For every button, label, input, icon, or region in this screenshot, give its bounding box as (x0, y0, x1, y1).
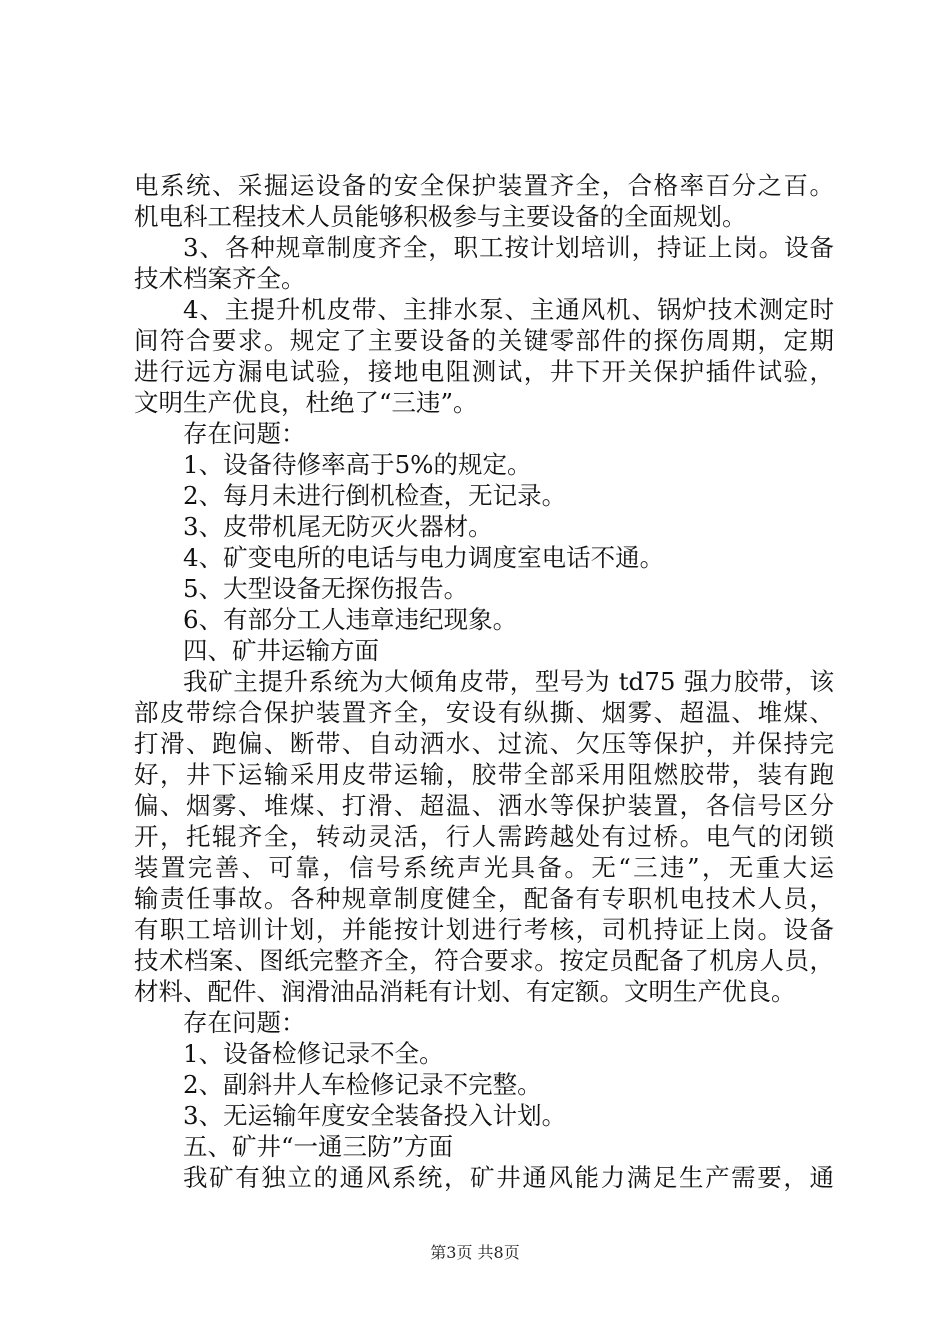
page-number: 第3页 共8页 (430, 1243, 520, 1262)
text-line: 1、设备待修率高于5%的规定。 (183, 450, 532, 479)
text-line: 电系统、采掘运设备的安全保护装置齐全，合格率百分之百。 (134, 171, 834, 200)
text-line: 五、矿井“一通三防”方面 (183, 1132, 454, 1161)
text-line: 进行远方漏电试验，接地电阻测试，井下开关保护插件试验， (134, 357, 834, 386)
text-line: 机电科工程技术人员能够积极参与主要设备的全面规划。 (134, 202, 747, 231)
text-line: 间符合要求。规定了主要设备的关键零部件的探伤周期，定期 (134, 326, 834, 355)
text-line: 4、主提升机皮带、主排水泵、主通风机、锅炉技术测定时 (183, 295, 834, 324)
text-line: 我矿主提升系统为大倾角皮带，型号为 td75 强力胶带，该 (183, 667, 834, 696)
text-line: 好，井下运输采用皮带运输，胶带全部采用阻燃胶带，装有跑 (134, 760, 834, 789)
text-line: 5、大型设备无探伤报告。 (183, 574, 469, 603)
text-line: 输责任事故。各种规章制度健全，配备有专职机电技术人员， (134, 884, 834, 913)
text-line: 存在问题： (183, 1008, 306, 1037)
text-line: 开，托辊齐全，转动灵活，行人需跨越处有过桥。电气的闭锁 (134, 822, 834, 851)
text-line: 4、矿变电所的电话与电力调度室电话不通。 (183, 543, 665, 572)
text-line: 有职工培训计划，并能按计划进行考核，司机持证上岗。设备 (134, 915, 834, 944)
text-line: 2、副斜井人车检修记录不完整。 (183, 1070, 542, 1099)
text-line: 文明生产优良，杜绝了“三违”。 (134, 388, 478, 417)
text-line: 6、有部分工人违章违纪现象。 (183, 605, 518, 634)
text-line: 打滑、跑偏、断带、自动洒水、过流、欠压等保护，并保持完 (134, 729, 834, 758)
text-line: 我矿有独立的通风系统，矿井通风能力满足生产需要，通 (183, 1163, 834, 1192)
text-line: 3、各种规章制度齐全，职工按计划培训，持证上岗。设备 (183, 233, 834, 262)
page-footer (0, 1243, 950, 1263)
text-line: 装置完善、可靠，信号系统声光具备。无“三违”，无重大运 (134, 853, 834, 882)
text-line: 2、每月未进行倒机检查，无记录。 (183, 481, 567, 510)
text-line: 材料、配件、润滑油品消耗有计划、有定额。文明生产优良。 (134, 977, 796, 1006)
text-line: 部皮带综合保护装置齐全，安设有纵撕、烟雾、超温、堆煤、 (134, 698, 834, 727)
text-line: 偏、烟雾、堆煤、打滑、超温、洒水等保护装置，各信号区分 (134, 791, 834, 820)
text-line: 1、设备检修记录不全。 (183, 1039, 444, 1068)
document-body (134, 170, 834, 1193)
text-line: 技术档案、图纸完整齐全，符合要求。按定员配备了机房人员， (134, 946, 834, 975)
text-line: 技术档案齐全。 (134, 264, 306, 293)
text-line: 四、矿井运输方面 (183, 636, 379, 665)
text-line: 3、无运输年度安全装备投入计划。 (183, 1101, 567, 1130)
text-line: 3、皮带机尾无防灭火器材。 (183, 512, 493, 541)
text-line: 存在问题： (183, 419, 306, 448)
